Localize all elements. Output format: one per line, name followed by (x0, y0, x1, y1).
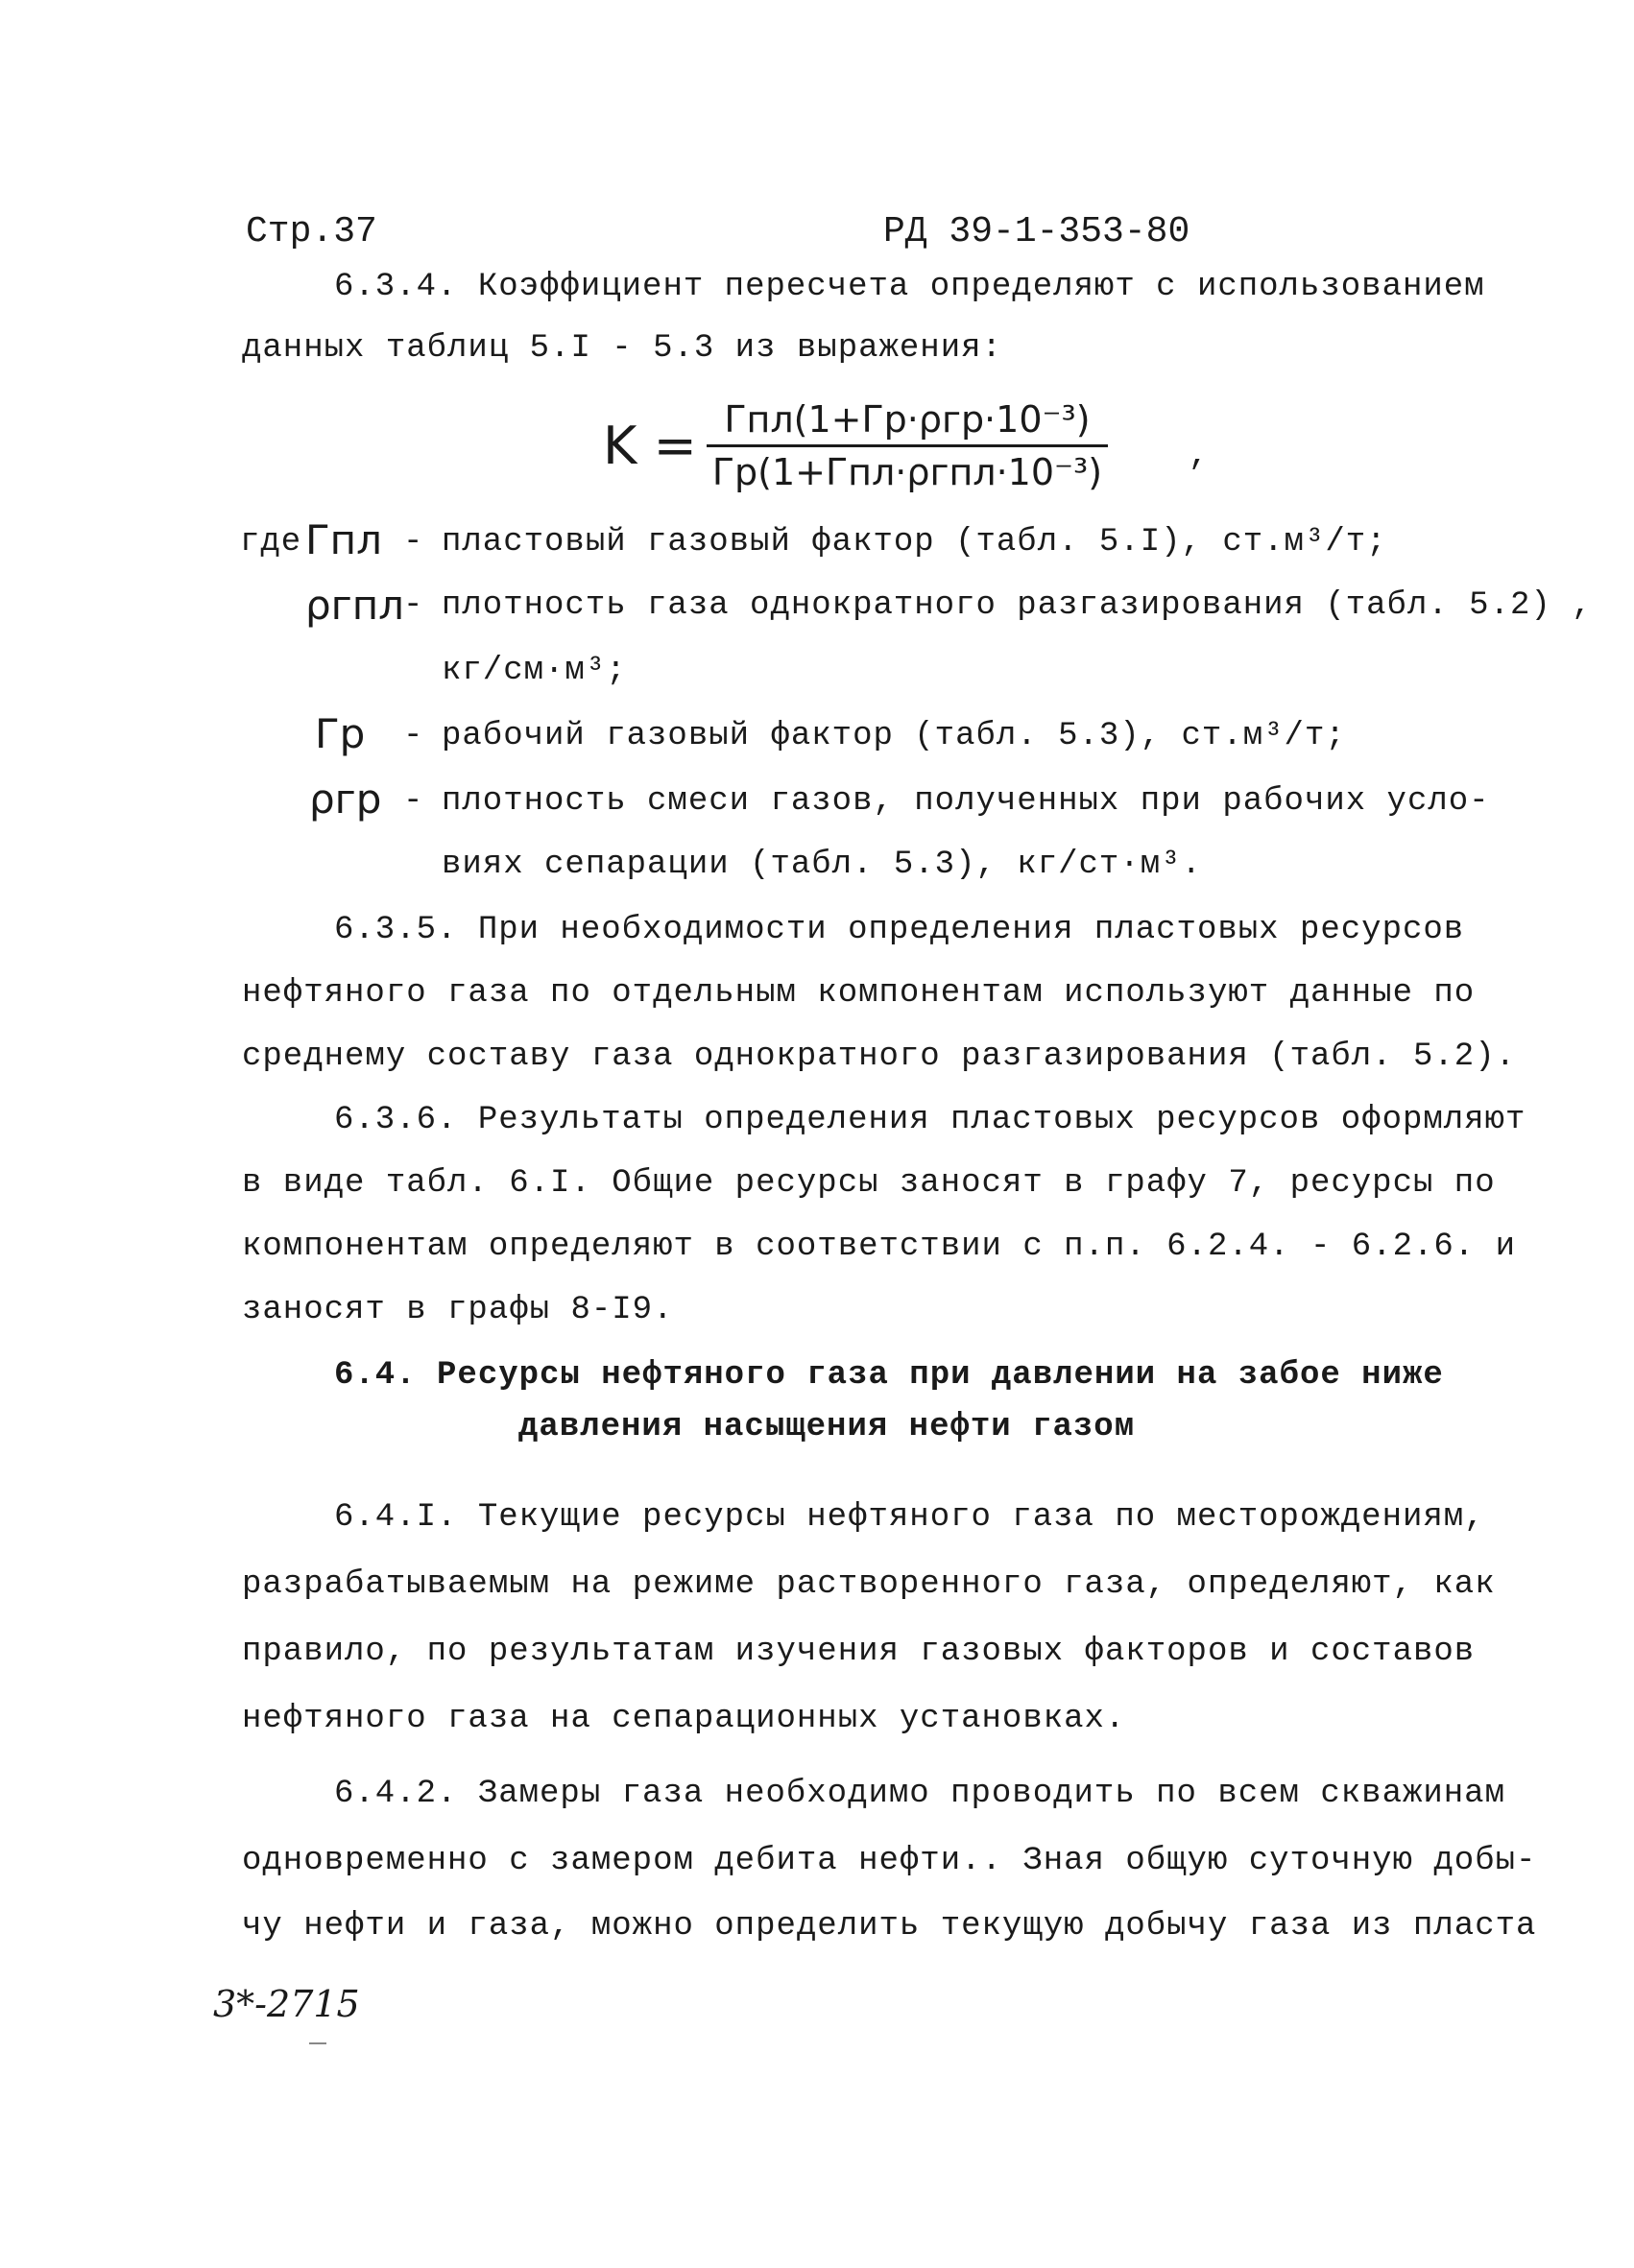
page-number: Стр.37 (246, 211, 377, 252)
paragraph-6-3-5-line: нефтяного газа по отдельным компонентам используют данные по (242, 975, 1476, 1012)
definition-text: плотность смеси газов, полученных при рабочих усло- (442, 783, 1490, 820)
paragraph-6-4-1-line: 6.4.I. Текущие ресурсы нефтяного газа по месторождениям, (334, 1499, 1485, 1536)
section-heading-6-4: 6.4. Ресурсы нефтяного газа при давлении на забое ниже (334, 1357, 1444, 1394)
definition-symbol: ρгр (309, 776, 382, 823)
paragraph-6-4-2-line: 6.4.2. Замеры газа необходимо проводить по всем скважинам (334, 1776, 1505, 1812)
formula-fraction (707, 398, 1108, 493)
paragraph-6-3-5-line: 6.3.5. При необходимости определения пластовых ресурсов (334, 912, 1465, 948)
paragraph-6-4-2-line: чу нефти и газа, можно определить текущую добычу газа из пласта (242, 1908, 1537, 1945)
conversion-formula (603, 388, 1108, 503)
definition-dash: - (403, 524, 424, 561)
paragraph-6-4-1-line: правило, по результатам изучения газовых факторов и составов (242, 1634, 1476, 1670)
definition-dash: - (403, 587, 424, 624)
document-code: РД 39-1-353-80 (883, 211, 1190, 252)
definition-dash: - (403, 783, 424, 820)
paragraph-6-4-1-line: нефтяного газа на сепарационных установках. (242, 1701, 1126, 1737)
definition-symbol: ρгпл (305, 582, 405, 629)
definition-symbol: Гпл (305, 516, 382, 563)
formula-trailing-comma: , (1189, 438, 1209, 474)
formula-lhs: K = (603, 415, 697, 476)
paragraph-6-3-4-line: 6.3.4. Коэффициент пересчета определяют с использованием (334, 269, 1485, 305)
definition-prefix: где (240, 524, 302, 561)
formula-numerator: Гпл(1+Гр·ρгр·10⁻³) (724, 397, 1091, 441)
paragraph-6-4-2-line: одновременно с замером дебита нефти.. Зная общую суточную добы- (242, 1843, 1537, 1879)
paragraph-6-3-6-line: компонентам определяют в соответствии с п.п. 6.2.4. - 6.2.6. и (242, 1229, 1517, 1265)
definition-continuation: кг/см·м³; (442, 653, 627, 689)
section-heading-6-4: давления насыщения нефти газом (518, 1409, 1136, 1445)
paragraph-6-3-6-line: в виде табл. 6.I. Общие ресурсы заносят в графу 7, ресурсы по (242, 1165, 1496, 1202)
definition-text: пластовый газовый фактор (табл. 5.I), ст.м³/т; (442, 524, 1387, 561)
handwritten-catalog-number: 3*-2715 (213, 1983, 360, 2025)
stray-mark (309, 2042, 326, 2044)
paragraph-6-3-6-line: 6.3.6. Результаты определения пластовых ресурсов оформляют (334, 1102, 1526, 1138)
definition-continuation: виях сепарации (табл. 5.3), кг/ст·м³. (442, 847, 1202, 883)
definition-dash: - (403, 718, 424, 754)
definition-text: плотность газа однократного разгазирования (табл. 5.2) , (442, 587, 1593, 624)
fraction-bar (707, 444, 1108, 447)
paragraph-6-3-6-line: заносят в графы 8-I9. (242, 1292, 674, 1328)
paragraph-6-3-4-line: данных таблиц 5.I - 5.3 из выражения: (242, 330, 1002, 367)
paragraph-6-3-5-line: среднему составу газа однократного разгазирования (табл. 5.2). (242, 1039, 1517, 1075)
formula-denominator: Гр(1+Гпл·ρгпл·10⁻³) (711, 450, 1103, 493)
definition-text: рабочий газовый фактор (табл. 5.3), ст.м³/т; (442, 718, 1346, 754)
paragraph-6-4-1-line: разрабатываемым на режиме растворенного газа, определяют, как (242, 1566, 1496, 1603)
definition-symbol: Гр (315, 710, 366, 757)
